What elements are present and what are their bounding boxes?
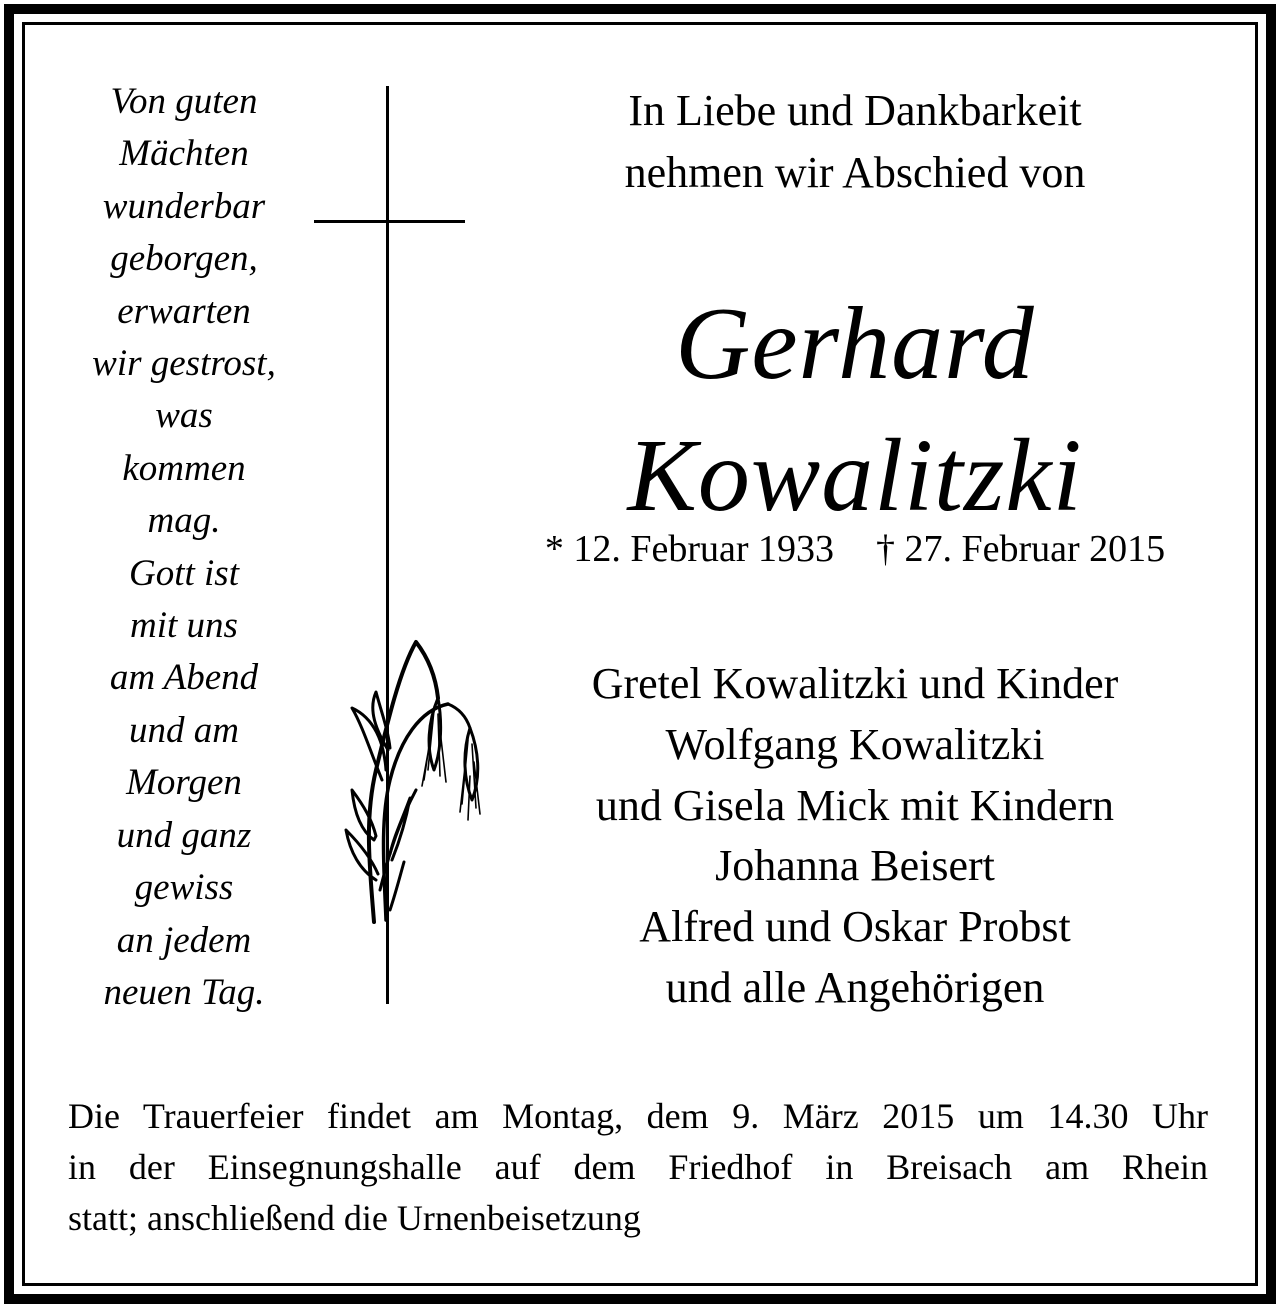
deceased-name bbox=[520, 278, 1190, 542]
poem-line: Mächten bbox=[119, 133, 249, 175]
poem-line: gewiss bbox=[134, 867, 234, 909]
poem bbox=[60, 76, 308, 1019]
poem-line: Gott ist bbox=[129, 552, 239, 594]
poem-line: erwarten bbox=[117, 290, 251, 332]
poem-line: kommen bbox=[122, 447, 246, 489]
mourner-line: Wolfgang Kowalitzki bbox=[665, 719, 1045, 769]
poem-line: an jedem bbox=[116, 919, 252, 961]
poem-line: am Abend bbox=[109, 657, 259, 699]
poem-line: Morgen bbox=[126, 762, 242, 804]
poem-line: und am bbox=[129, 709, 239, 751]
mourner-line: und alle Angehörigen bbox=[665, 962, 1045, 1012]
poem-line: was bbox=[155, 395, 213, 437]
first-name: Gerhard bbox=[675, 286, 1035, 401]
poem-line: Von guten bbox=[110, 81, 258, 122]
intro bbox=[520, 80, 1190, 204]
poem-line: neuen Tag. bbox=[103, 971, 265, 1013]
intro-line: In Liebe und Dankbarkeit bbox=[628, 86, 1082, 135]
poem-line: wunderbar bbox=[102, 185, 266, 227]
ceremony-line: statt; anschließend die Urnenbeisetzung bbox=[68, 1198, 641, 1238]
cross-horizontal-bar bbox=[314, 220, 465, 223]
ceremony-line: in der Einsegnungshalle auf dem Friedhof in Breisach am Rhein bbox=[68, 1147, 1208, 1187]
ceremony-line: Die Trauerfeier findet am Montag, dem 9. März 2015 um 14.30 Uhr bbox=[68, 1096, 1208, 1136]
poem-line: geborgen, bbox=[110, 238, 258, 280]
mourner-line: Alfred und Oskar Probst bbox=[639, 902, 1071, 952]
birth-date: * 12. Februar 1933 bbox=[544, 528, 834, 570]
last-name: Kowalitzki bbox=[627, 418, 1083, 533]
mourners bbox=[520, 654, 1190, 1019]
mourner-line: und Gisela Mick mit Kindern bbox=[595, 780, 1115, 830]
mourner-line: Gretel Kowalitzki und Kinder bbox=[591, 659, 1119, 708]
poem-line: mag. bbox=[147, 500, 221, 542]
ceremony-notice bbox=[68, 1091, 1208, 1244]
life-dates bbox=[490, 526, 1220, 572]
poem-line: mit uns bbox=[130, 605, 238, 647]
poem-line: wir gestrost, bbox=[92, 343, 276, 385]
death-date: † 27. Februar 2015 bbox=[876, 528, 1166, 570]
wheat-icon bbox=[330, 630, 495, 930]
poem-line: und ganz bbox=[116, 814, 252, 856]
intro-line: nehmen wir Abschied von bbox=[624, 148, 1086, 197]
mourner-line: Johanna Beisert bbox=[715, 841, 995, 891]
